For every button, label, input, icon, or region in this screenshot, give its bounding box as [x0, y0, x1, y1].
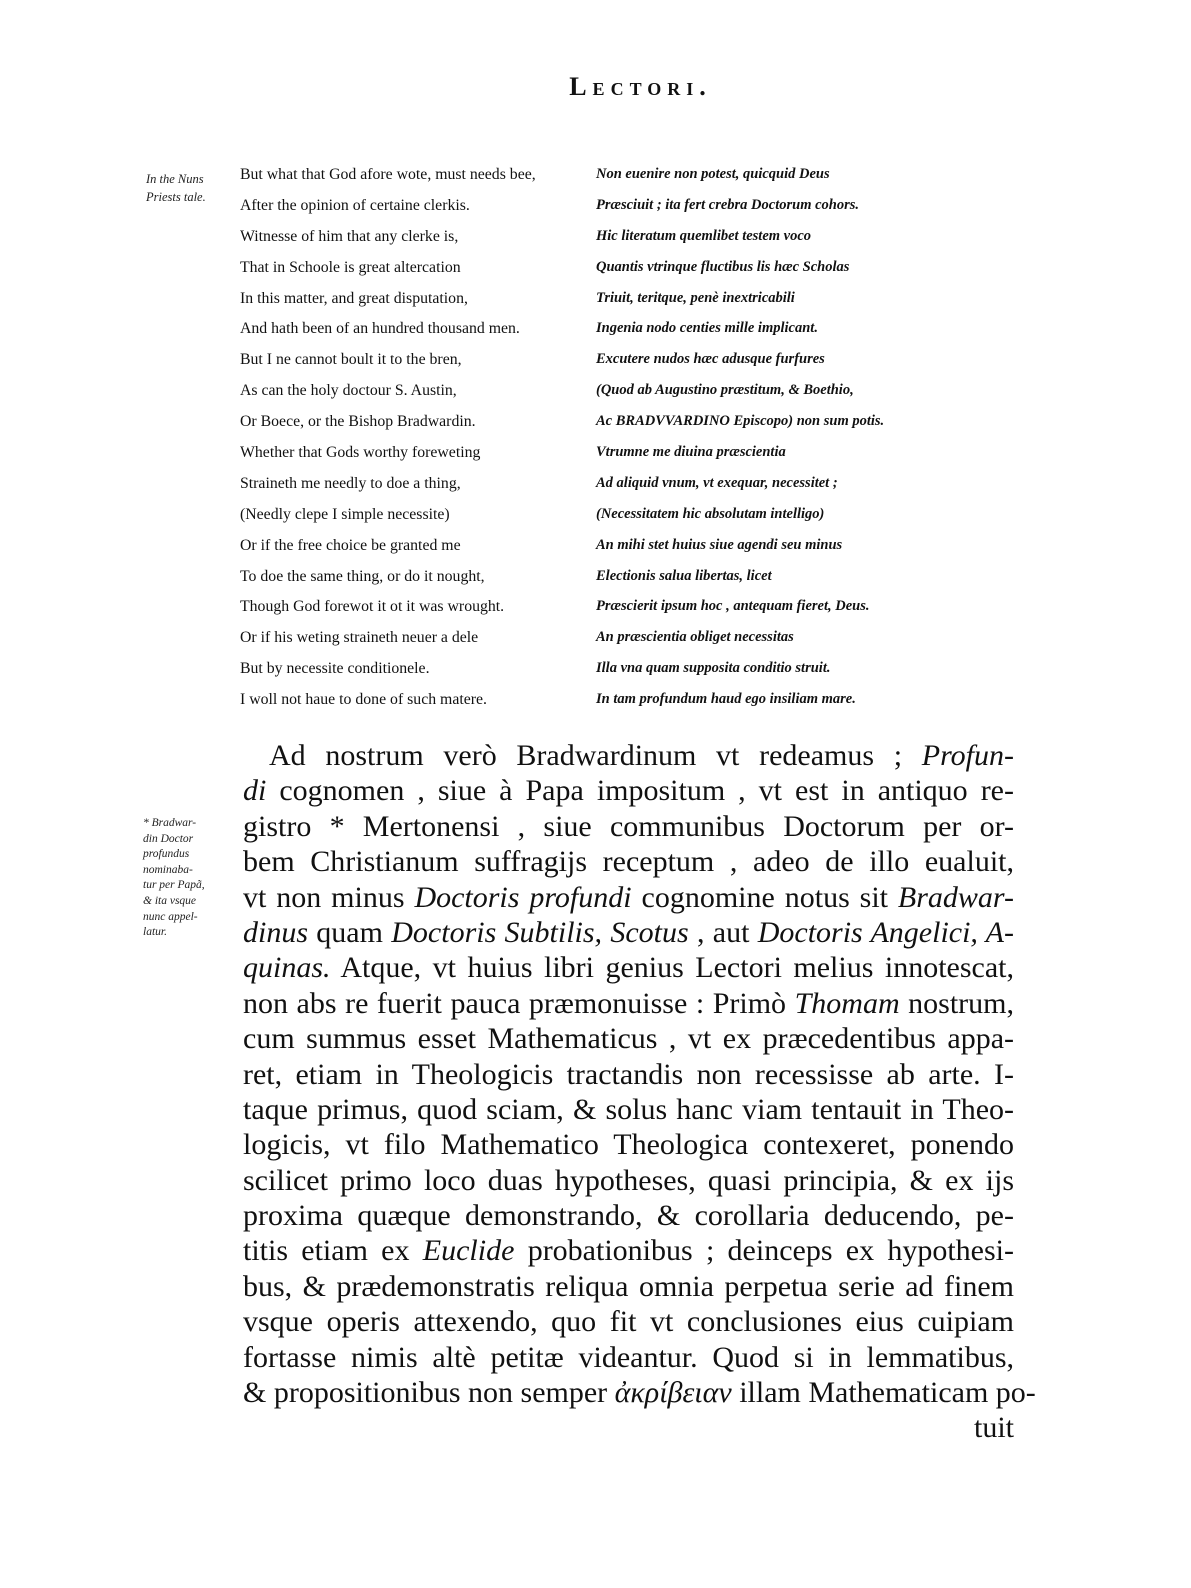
prose-italic-text: ἀκρίβειαν [614, 1376, 732, 1410]
margin-note-line: In the Nuns [146, 172, 204, 186]
prose-italic-text: Doctoris Angelici, A- [757, 915, 1014, 949]
verse-row [240, 654, 1020, 685]
margin-note-line: profundus [143, 848, 190, 861]
verse-latin-line: Triuit, teritque, penè inextricabili [596, 289, 795, 306]
verse-latin-line: In tam profundum haud ego insiliam mare. [596, 691, 856, 708]
prose-text: cognomine notus sit [631, 880, 898, 914]
prose-text: fortasse nimis altè petitæ videantur. Quod si in lemmatibus, [243, 1340, 1014, 1374]
margin-note-top [146, 170, 242, 206]
verse-english-line: As can the holy doctour S. Austin, [240, 382, 457, 400]
verse-row [240, 592, 1020, 623]
prose-line [243, 950, 1014, 985]
verse-latin-line: Ac BRADVVARDINO Episcopo) non sum potis. [596, 413, 885, 430]
prose-italic-text: quinas. [243, 951, 331, 985]
verse-english-line: Or if the free choice be granted me [240, 536, 461, 554]
prose-line [243, 844, 1014, 879]
prose-text: quam [308, 915, 392, 949]
running-head: Lectori. [569, 72, 712, 101]
parallel-verse-translation [240, 160, 1020, 716]
verse-row [240, 160, 1020, 191]
verse-row [240, 623, 1020, 654]
verse-latin-line: An mihi stet huius siue agendi seu minus [596, 536, 843, 553]
prose-text: bus, & prædemonstratis reliqua omnia perpetua serie ad finem [243, 1269, 1014, 1303]
prose-text: taque primus, quod sciam, & solus hanc viam tentauit in Theo- [243, 1092, 1014, 1126]
prose-text: Atque, vt huius libri genius Lectori melius innotescat, [330, 951, 1014, 985]
verse-row [240, 284, 1020, 315]
prose-text: titis etiam ex [243, 1234, 423, 1268]
margin-note-line: * Bradwar- [143, 817, 197, 829]
prose-text: proxima quæque demonstrando, & corollaria deducendo, pe- [243, 1199, 1014, 1233]
prose-text: Ad nostrum verò Bradwardinum vt redeamus ; [269, 739, 922, 772]
verse-latin-line: Electionis salua libertas, licet [596, 567, 772, 584]
prose-line [243, 1127, 1014, 1162]
verse-row [240, 345, 1020, 376]
prose-text: , aut [688, 915, 758, 949]
verse-english-line: And hath been of an hundred thousand men. [240, 320, 520, 338]
margin-note-line: latur. [143, 926, 167, 939]
verse-latin-line: Illa vna quam supposita conditio struit. [596, 660, 831, 677]
prose-line [243, 1198, 1014, 1233]
verse-row [240, 253, 1020, 284]
verse-english-line: (Needly clepe I simple necessite) [240, 505, 450, 523]
verse-row [240, 438, 1020, 469]
verse-english-line: After the opinion of certaine clerkis. [240, 196, 470, 214]
prose-line [243, 986, 1014, 1021]
verse-english-line: I woll not haue to done of such matere. [240, 691, 487, 709]
verse-row [240, 685, 1020, 716]
prose-text: illam Mathematicam po- [731, 1376, 1036, 1410]
verse-english-line: Whether that Gods worthy foreweting [240, 444, 481, 462]
verse-latin-line: (Necessitatem hic absolutam intelligo) [596, 505, 825, 522]
verse-latin-line: Non euenire non potest, quicquid Deus [596, 166, 830, 182]
verse-english-line: Or if his weting straineth neuer a dele [240, 629, 479, 647]
prose-text: & propositionibus non semper [243, 1376, 615, 1410]
prose-line [243, 1021, 1014, 1056]
prose-text: gistro * Mertonensi , siue communibus Doctorum per or- [243, 809, 1014, 843]
prose-italic-text: Doctoris Subtilis, Scotus [391, 915, 689, 949]
prose-text: ret, etiam in Theologicis tractandis non recessisse ab arte. I- [243, 1057, 1014, 1091]
prose-italic-text: Euclide [422, 1234, 515, 1268]
verse-latin-line: Vtrumne me diuina præscientia [596, 444, 786, 461]
verse-latin-line: Excutere nudos hæc adusque furfures [596, 351, 825, 368]
verse-english-line: But I ne cannot boult it to the bren, [240, 351, 462, 369]
verse-english-line: Or Boece, or the Bishop Bradwardin. [240, 413, 476, 431]
prose-line [243, 880, 1014, 915]
verse-row [240, 222, 1020, 253]
verse-row [240, 469, 1020, 500]
prose-text: probationibus ; deinceps ex hypothesi- [514, 1234, 1015, 1268]
prose-line [243, 1092, 1014, 1127]
prose-line [243, 1163, 1014, 1198]
prose-line [243, 1340, 1014, 1375]
prose-line [243, 773, 1014, 808]
prose-italic-text: di [243, 774, 267, 808]
prose-italic-text: Doctoris profundi [414, 880, 632, 914]
prose-text: bem Christianum suffragijs receptum , adeo de illo eualuit, [243, 845, 1014, 879]
verse-row [240, 500, 1020, 531]
prose-text: scilicet primo loco duas hypotheses, quasi principia, & ex ijs [243, 1163, 1014, 1197]
verse-row [240, 407, 1020, 438]
prose-line [243, 1375, 1036, 1410]
margin-note-line: Priests tale. [146, 190, 206, 204]
prose-line [243, 915, 1014, 950]
verse-english-line: In this matter, and great disputation, [240, 289, 468, 307]
prose-italic-text: Thomam [794, 986, 900, 1020]
margin-note-line: din Doctor [143, 832, 194, 845]
prose-italic-text: Bradwar- [897, 880, 1014, 914]
verse-latin-line: Hic literatum quemlibet testem voco [596, 227, 812, 244]
verse-latin-line: (Quod ab Augustino præstitum, & Boethio, [596, 382, 854, 399]
prose-line [243, 1410, 1014, 1445]
verse-english-line: To doe the same thing, or do it nought, [240, 567, 485, 585]
verse-row [240, 531, 1020, 562]
prose-text: logicis, vt filo Mathematico Theologica contexeret, ponendo [243, 1128, 1014, 1162]
prose-line [243, 1304, 1014, 1339]
verse-latin-line: Quantis vtrinque fluctibus lis hæc Scholas [596, 258, 850, 275]
verse-english-line: Though God forewot it ot it was wrought. [240, 598, 505, 616]
margin-note-line: tur per Papã, [143, 879, 205, 892]
verse-english-line: That in Schoole is great altercation [240, 258, 461, 276]
verse-row [240, 562, 1020, 593]
margin-note-side [143, 816, 239, 941]
verse-latin-line: Ingenia nodo centies mille implicant. [596, 320, 818, 337]
prose-body [243, 738, 1036, 1446]
prose-text: non abs re fuerit pauca præmonuisse : Primò [243, 986, 795, 1020]
prose-italic-text: Profun- [921, 739, 1014, 772]
verse-english-line: Straineth me needly to doe a thing, [240, 474, 461, 492]
margin-note-line: & ita vsque [143, 894, 197, 907]
verse-english-line: But what that God afore wote, must needs bee, [240, 166, 536, 183]
verse-english-line: Witnesse of him that any clerke is, [240, 227, 459, 245]
prose-text: nostrum, [899, 986, 1014, 1020]
prose-text: vsque operis attexendo, quo fit vt conclusiones eius cuipiam [243, 1305, 1014, 1339]
verse-latin-line: An præscientia obliget necessitas [596, 629, 794, 646]
prose-text: tuit [973, 1411, 1014, 1445]
prose-line [243, 1269, 1014, 1304]
margin-note-line: nunc appel- [143, 910, 198, 923]
page-header [0, 72, 1191, 102]
prose-text: cognomen , siue à Papa impositum , vt est in antiquo re- [266, 774, 1014, 808]
prose-text: vt non minus [243, 880, 415, 914]
prose-line [243, 1057, 1014, 1092]
prose-line [243, 1233, 1014, 1268]
verse-row [240, 376, 1020, 407]
prose-line [243, 809, 1014, 844]
prose-italic-text: dinus [243, 915, 309, 949]
prose-text: cum summus esset Mathematicus , vt ex præcedentibus appa- [243, 1022, 1014, 1056]
verse-latin-line: Ad aliquid vnum, vt exequar, necessitet ; [596, 474, 838, 491]
verse-row [240, 314, 1020, 345]
verse-row [240, 191, 1020, 222]
margin-note-line: nominaba- [143, 863, 193, 876]
verse-latin-line: Præscierit ipsum hoc , antequam fieret, Deus. [596, 598, 870, 615]
verse-english-line: But by necessite conditionele. [240, 660, 430, 678]
prose-line [243, 738, 1014, 773]
verse-latin-line: Præsciuit ; ita fert crebra Doctorum cohors. [596, 196, 860, 213]
